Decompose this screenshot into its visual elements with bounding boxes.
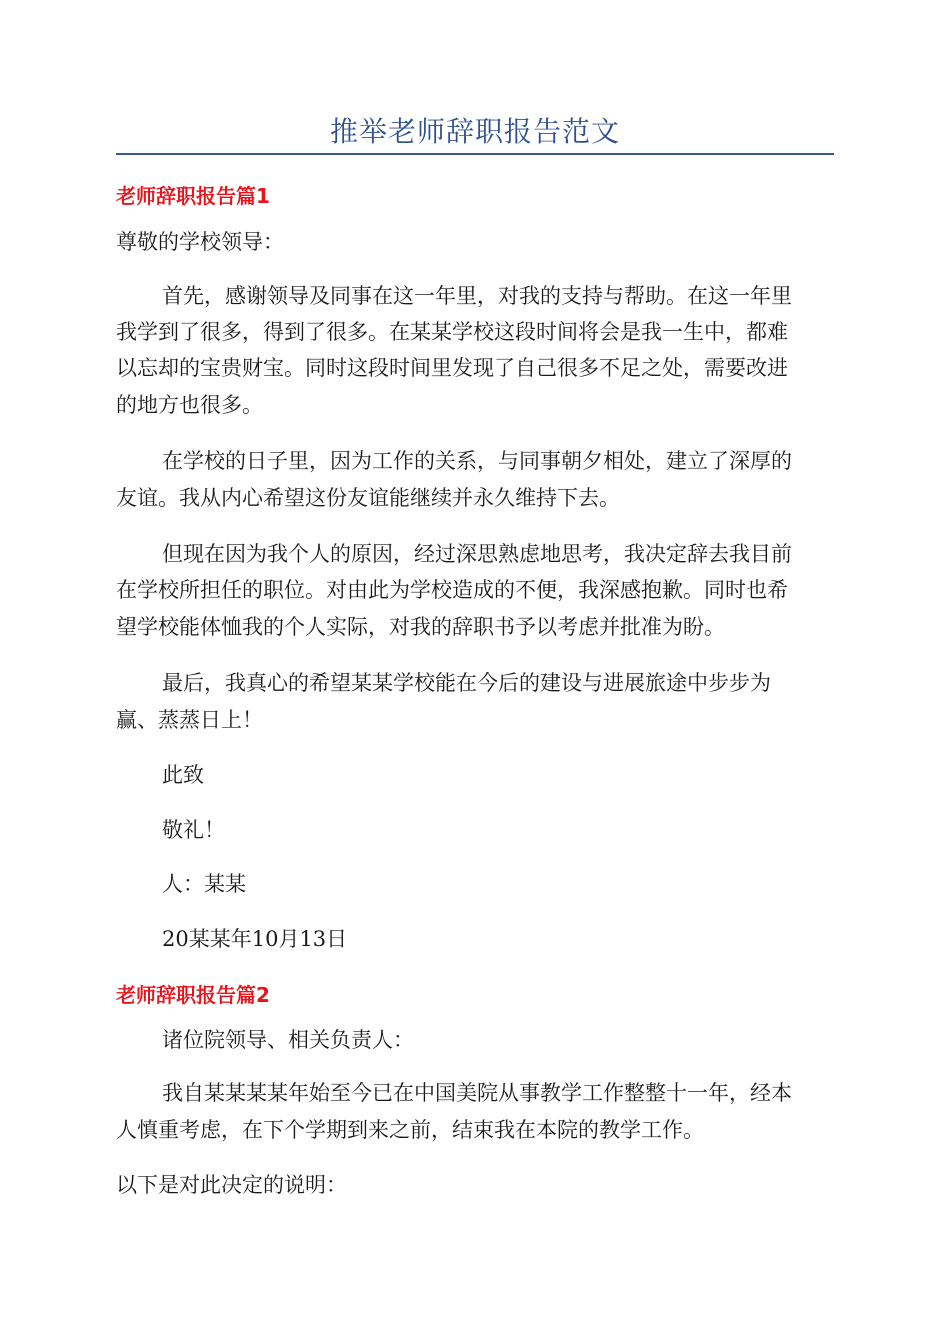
paragraph-line: 友谊。我从内心希望这份友谊能继续并永久维持下去。 xyxy=(116,486,620,510)
paragraph-line: 最后，我真心的希望某某学校能在今后的建设与进展旅途中步步为 xyxy=(162,671,771,695)
paragraph-line: 的地方也很多。 xyxy=(116,393,263,417)
paragraph-line: 人慎重考虑，在下个学期到来之前，结束我在本院的教学工作。 xyxy=(116,1118,704,1142)
signature-line: 人：某某 xyxy=(162,872,246,896)
greeting-line: 尊敬的学校领导： xyxy=(116,230,284,254)
greeting-line: 诸位院领导、相关负责人： xyxy=(162,1028,414,1052)
paragraph-line: 以下是对此决定的说明： xyxy=(116,1173,347,1197)
paragraph-line: 我学到了很多，得到了很多。在某某学校这段时间将会是我一生中，都难 xyxy=(116,320,788,344)
section-heading-2: 老师辞职报告篇2 xyxy=(116,983,270,1007)
closing-line: 此致 xyxy=(162,763,204,787)
title-underline xyxy=(116,153,834,155)
document-title: 推举老师辞职报告范文 xyxy=(329,115,620,148)
section-heading-1: 老师辞职报告篇1 xyxy=(116,184,270,208)
date-line: 20某某年10月13日 xyxy=(162,927,348,951)
paragraph-line: 我自某某某某年始至今已在中国美院从事教学工作整整十一年，经本 xyxy=(162,1081,792,1105)
paragraph-line: 在学校所担任的职位。对由此为学校造成的不便，我深感抱歉。同时也希 xyxy=(116,578,788,602)
paragraph-line: 在学校的日子里，因为工作的关系，与同事朝夕相处，建立了深厚的 xyxy=(162,449,792,473)
paragraph-line: 赢、蒸蒸日上！ xyxy=(116,708,263,732)
paragraph-line: 望学校能体恤我的个人实际，对我的辞职书予以考虑并批准为盼。 xyxy=(116,615,725,639)
paragraph-line: 但现在因为我个人的原因，经过深思熟虑地思考，我决定辞去我目前 xyxy=(162,542,792,566)
closing-line: 敬礼！ xyxy=(162,818,225,842)
paragraph-line: 以忘却的宝贵财宝。同时这段时间里发现了自己很多不足之处，需要改进 xyxy=(116,356,788,380)
paragraph-line: 首先，感谢领导及同事在这一年里，对我的支持与帮助。在这一年里 xyxy=(162,284,792,308)
